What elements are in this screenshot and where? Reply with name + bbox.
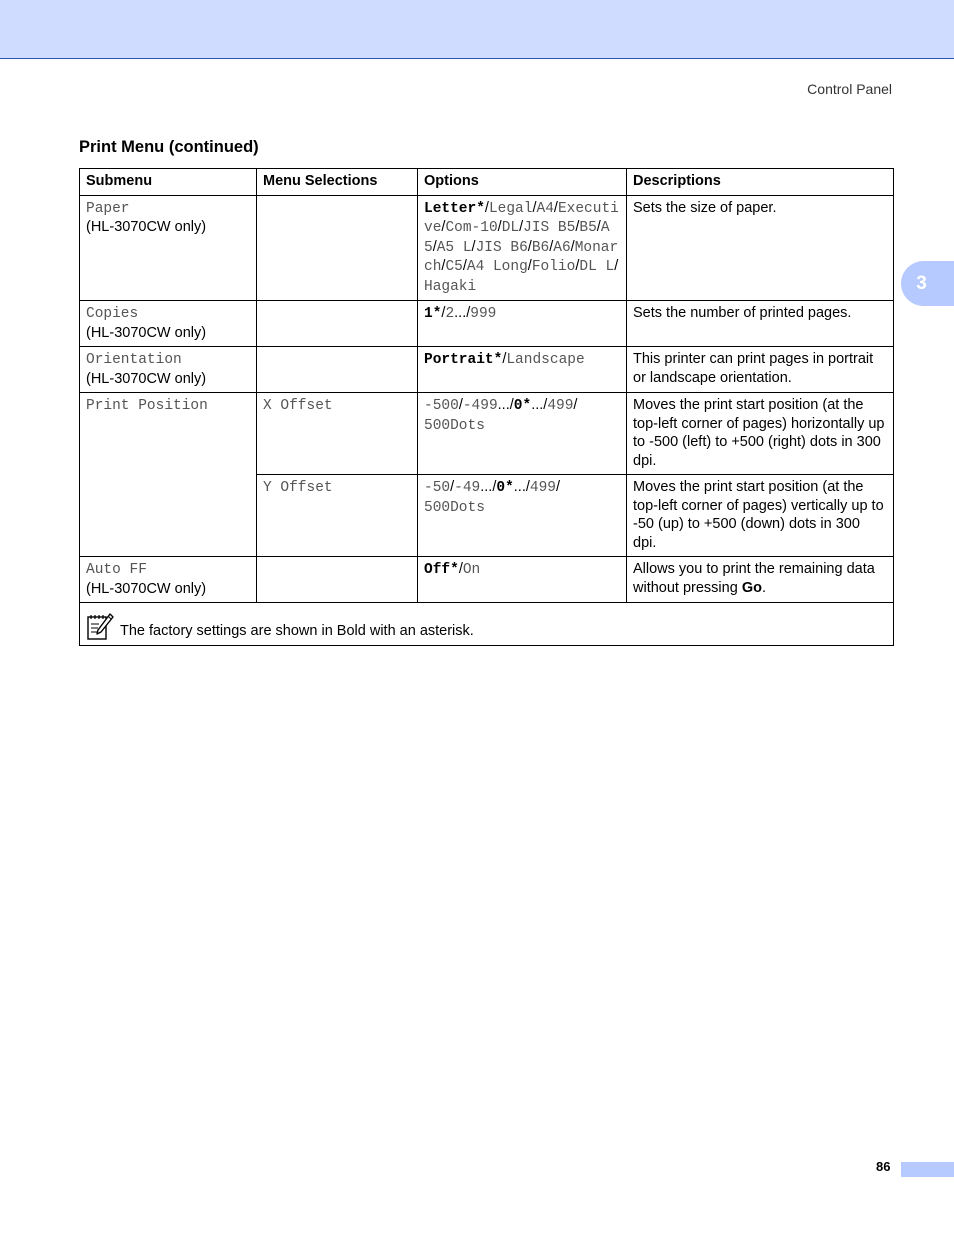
option: -49 [454, 480, 481, 496]
description-cell: This printer can print pages in portrait or landscape orientation. [627, 347, 894, 393]
table-row-paper [80, 195, 894, 301]
option: -50 [424, 480, 451, 496]
description-cell: Sets the number of printed pages. [627, 301, 894, 347]
option: B6 [531, 239, 550, 256]
option: Com-10 [445, 220, 498, 236]
ellipsis: ... [497, 397, 510, 413]
ellipsis: ... [531, 397, 544, 413]
ellipsis: ... [513, 479, 526, 495]
header-menu-selections: Menu Selections [257, 169, 418, 196]
note-row [80, 603, 894, 646]
note-text: The factory settings are shown in Bold with an asterisk. [120, 622, 474, 639]
table-row-copies [80, 301, 894, 347]
option: DL L [579, 259, 615, 275]
option: JIS B5 [523, 220, 576, 236]
option-default: Portrait* [424, 352, 503, 368]
running-head: Control Panel [807, 81, 892, 97]
header-descriptions: Descriptions [627, 169, 894, 196]
option: A5 L [436, 239, 472, 256]
option: 500Dots [424, 499, 485, 516]
description-cell [627, 557, 894, 603]
table-row-print-position-x [80, 393, 894, 475]
description-cell: Sets the size of paper. [627, 195, 894, 301]
option: 500Dots [424, 417, 485, 434]
options-cell: -50/-49.../0*.../499/ 500Dots [418, 475, 627, 557]
option: 999 [470, 306, 497, 322]
option: JIS B6 [475, 239, 528, 256]
section-title: Print Menu (continued) [79, 138, 259, 156]
option: DL [501, 220, 520, 236]
submenu-name: Paper [86, 200, 130, 217]
header-band [0, 0, 954, 59]
option: Monarch [424, 239, 619, 275]
table-header-row [80, 169, 894, 196]
option: B5 [579, 220, 597, 236]
description-text-end: . [761, 579, 766, 596]
option-default: 0* [496, 480, 514, 496]
options-cell: 1*/2.../999 [418, 301, 627, 347]
options-cell: Off*/On [418, 557, 627, 603]
option: A4 [536, 200, 554, 217]
submenu-name: Auto FF [86, 562, 147, 578]
option: -500 [424, 398, 459, 414]
ellipsis: ... [454, 305, 467, 321]
options-cell: -500/-499.../0*.../499/ 500Dots [418, 393, 627, 475]
options-cell: Portrait*/Landscape [418, 347, 627, 393]
selection-cell [257, 301, 418, 347]
submenu-name: Copies [86, 306, 139, 322]
submenu-note: (HL-3070CW only) [86, 219, 207, 235]
option: -499 [462, 398, 498, 414]
ellipsis: ... [480, 479, 493, 495]
chapter-tab[interactable]: 3 [901, 261, 954, 306]
selection-cell [257, 475, 418, 557]
option: 2 [445, 306, 455, 322]
submenu-note: (HL-3070CW only) [86, 324, 207, 341]
option: Legal [488, 200, 533, 217]
page-number-bar [901, 1162, 954, 1177]
submenu-name: Orientation [86, 352, 182, 368]
table-row-orientation [80, 347, 894, 393]
option: A4 Long [466, 259, 528, 275]
option: A6 [553, 239, 571, 256]
selection-cell [257, 195, 418, 301]
table-row-auto-ff [80, 557, 894, 603]
print-menu-table [79, 168, 894, 646]
option: 499 [547, 398, 574, 414]
option: 499 [529, 480, 557, 496]
option: Folio [531, 259, 576, 275]
selection-cell [257, 347, 418, 393]
option-default: 1* [424, 306, 442, 322]
submenu-cell [80, 301, 257, 347]
page-number: 86 [876, 1159, 891, 1174]
submenu-note: (HL-3070CW only) [86, 370, 207, 387]
option: Hagaki [424, 278, 477, 295]
description-text: Allows you to print the remaining data without pressing [633, 561, 875, 596]
option: C5 [445, 259, 463, 275]
options-cell: Letter*/Legal/A4/Executive/Com-10/DL/JIS B5/B5/A5/A5 L/JIS B6/B6/A6/Monarch/C5/A4 Long/Folio/DL L/Hagaki [418, 195, 627, 301]
submenu-cell [80, 347, 257, 393]
go-key-label: Go [741, 579, 762, 596]
option-default: 0* [513, 398, 532, 414]
submenu-cell [80, 195, 257, 301]
option-default: Off* [424, 562, 459, 578]
option: Executive [424, 200, 619, 236]
selection-y-offset: Y Offset [263, 480, 333, 496]
submenu-note: (HL-3070CW only) [86, 580, 207, 597]
option-default: Letter* [424, 200, 485, 217]
description-cell: Moves the print start position (at the top-left corner of pages) horizontally up to -500 (left) to +500 (right) dots in 300 dpi. [627, 393, 894, 475]
submenu-cell [80, 557, 257, 603]
note [86, 606, 887, 641]
note-cell [80, 603, 894, 646]
note-pencil-icon [86, 611, 114, 641]
header-submenu: Submenu [80, 169, 257, 196]
option: On [462, 562, 481, 578]
submenu-name: Print Position [86, 398, 208, 414]
selection-cell [257, 557, 418, 603]
option: A5 [424, 220, 610, 256]
selection-x-offset: X Offset [263, 398, 333, 414]
description-cell: Moves the print start position (at the top-left corner of pages) vertically up to -50 (up) to +500 (down) dots in 300 dpi. [627, 475, 894, 557]
option: Landscape [506, 352, 585, 368]
header-options: Options [418, 169, 627, 196]
submenu-cell [80, 393, 257, 557]
selection-cell [257, 393, 418, 475]
